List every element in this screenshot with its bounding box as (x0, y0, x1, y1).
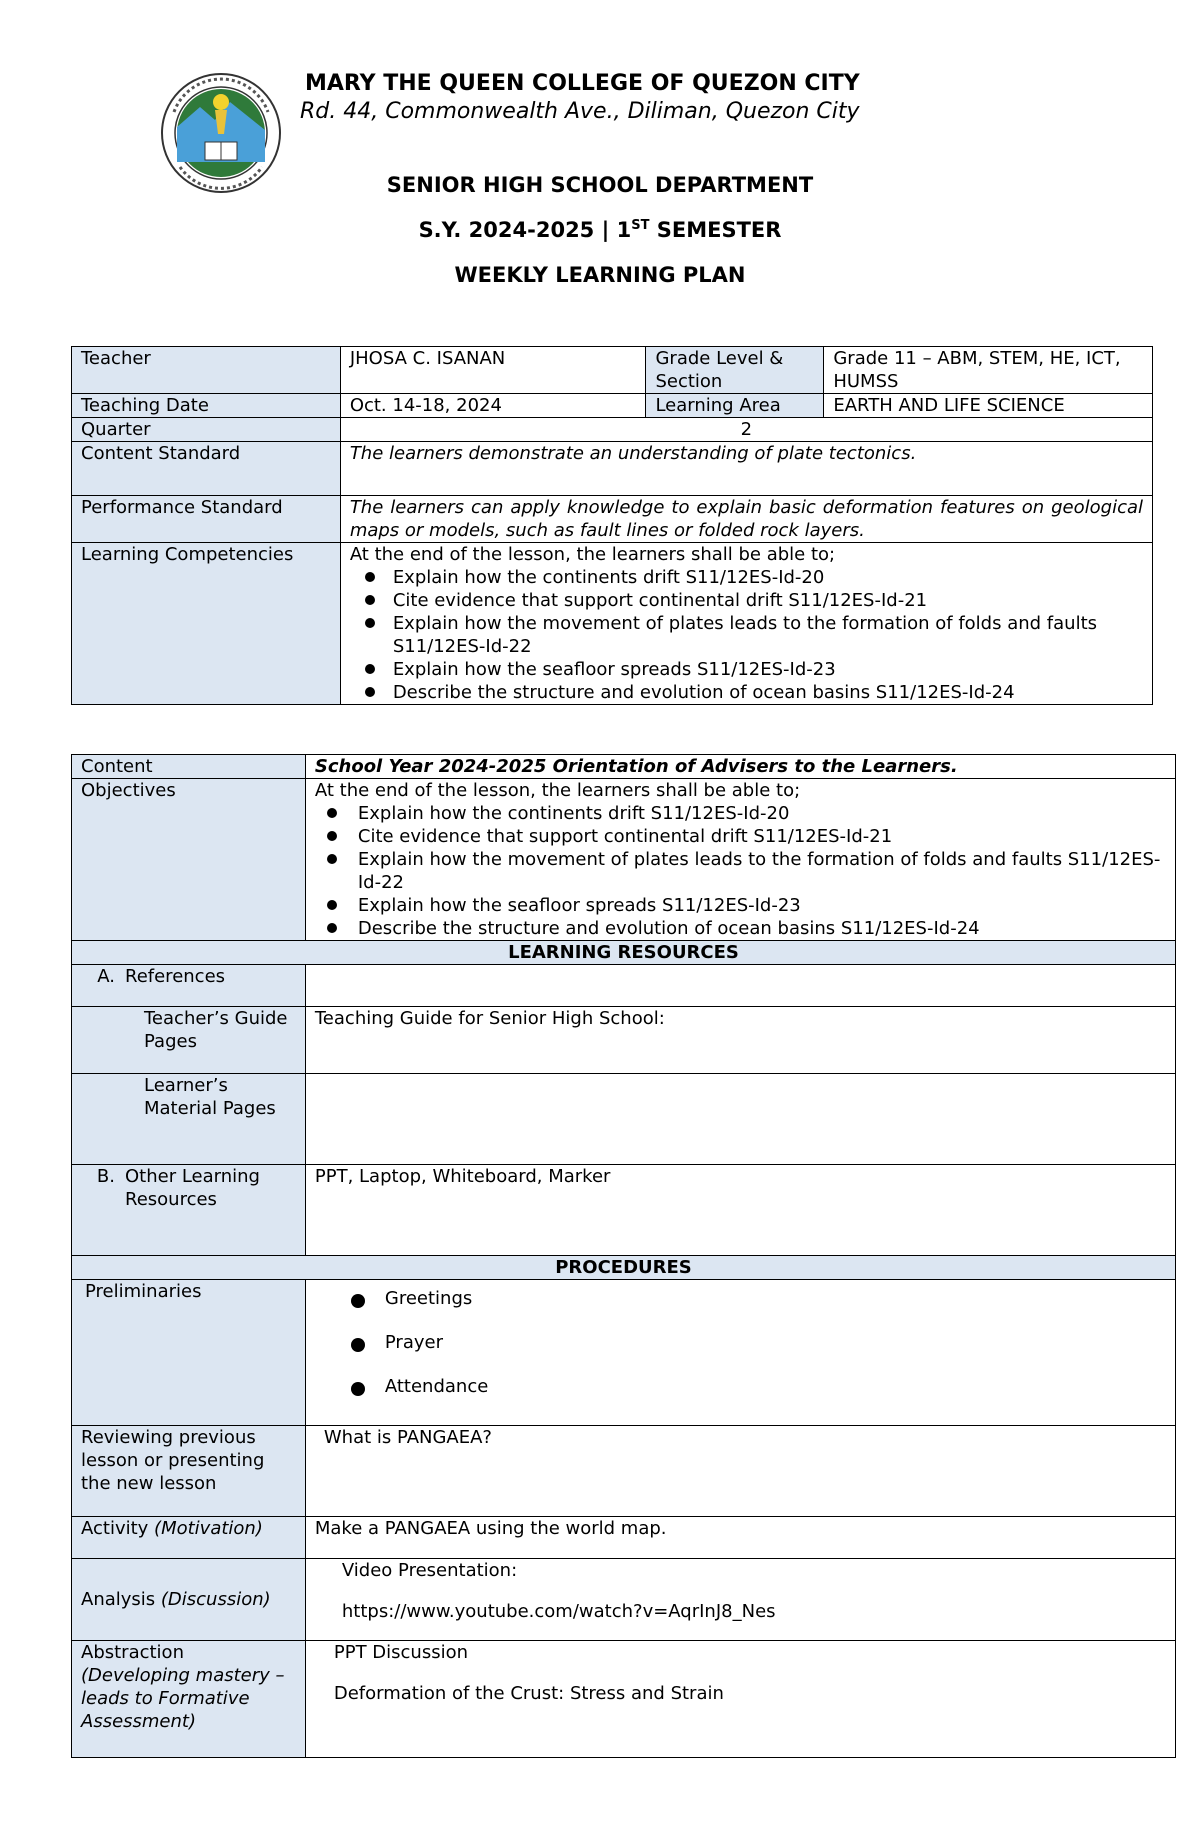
teachers-guide-label: Teacher’s Guide Pages (72, 1007, 306, 1074)
list-item: Explain how the continents drift S11/12ES-Id-20 (315, 802, 1166, 825)
list-item: Greetings (315, 1286, 1166, 1330)
sy-sup: ST (631, 218, 650, 233)
analysis-label-italic: (Discussion) (160, 1589, 271, 1610)
review-label: Reviewing previous lesson or presenting the new lesson (72, 1426, 306, 1517)
ref-letter: A. (97, 966, 115, 987)
activity-label-italic: (Motivation) (154, 1518, 263, 1539)
teachers-guide-value: Teaching Guide for Senior High School: (305, 1007, 1175, 1074)
objectives-intro: At the end of the lesson, the learners shall be able to; (314, 780, 801, 801)
area-label: Learning Area (646, 394, 824, 418)
content-value: School Year 2024-2025 Orientation of Advisers to the Learners. (305, 755, 1175, 779)
competencies-label: Learning Competencies (72, 543, 341, 705)
department-title: SENIOR HIGH SCHOOL DEPARTMENT (386, 173, 814, 197)
abstraction-label-cell (72, 1641, 306, 1758)
plan-title: WEEKLY LEARNING PLAN (454, 263, 746, 287)
preliminaries-cell (305, 1280, 1175, 1426)
list-item: Explain how the continents drift S11/12ES-Id-20 (350, 566, 1143, 589)
analysis-cell (305, 1559, 1175, 1641)
resources-heading: LEARNING RESOURCES (72, 941, 1176, 965)
list-item: Prayer (315, 1330, 1166, 1374)
abstraction-cell (305, 1641, 1175, 1758)
sy-suffix: SEMESTER (649, 218, 782, 242)
competencies-list (350, 566, 1143, 704)
sy-prefix: S.Y. 2024-2025 | 1 (418, 218, 632, 242)
review-value: What is PANGAEA? (305, 1426, 1175, 1517)
abstraction-line-1: PPT Discussion (333, 1642, 469, 1663)
date-label: Teaching Date (72, 394, 341, 418)
activity-label: Activity (81, 1518, 155, 1539)
activity-value: Make a PANGAEA using the world map. (305, 1517, 1175, 1559)
date-value: Oct. 14-18, 2024 (340, 394, 646, 418)
competencies-intro: At the end of the lesson, the learners shall be able to; (349, 544, 836, 565)
list-item: Cite evidence that support continental drift S11/12ES-Id-21 (315, 825, 1166, 848)
references-label-cell (72, 965, 306, 1007)
list-item: Cite evidence that support continental drift S11/12ES-Id-21 (350, 589, 1143, 612)
performance-standard-value: The learners can apply knowledge to explain basic deformation features on geological maps or models, such as fault lines or folded rock layers. (340, 496, 1152, 543)
references-value (305, 965, 1175, 1007)
quarter-label: Quarter (72, 418, 341, 442)
list-item: Explain how the movement of plates leads to the formation of folds and faults S11/12ES-Id-22 (350, 612, 1143, 658)
list-item: Explain how the seafloor spreads S11/12ES-Id-23 (350, 658, 1143, 681)
analysis-label-cell (72, 1559, 306, 1641)
objectives-label: Objectives (72, 779, 306, 941)
content-label: Content (72, 755, 306, 779)
preliminaries-list (315, 1286, 1166, 1418)
other-resources-value: PPT, Laptop, Whiteboard, Marker (305, 1165, 1175, 1256)
teacher-label: Teacher (72, 347, 341, 394)
analysis-line-2: https://www.youtube.com/watch?v=AqrInJ8_Nes (341, 1601, 776, 1622)
abstraction-label-italic: (Developing mastery – leads to Formative Assessment) (81, 1665, 285, 1732)
quarter-value: 2 (340, 418, 1152, 442)
other-resources-label-cell (72, 1165, 306, 1256)
content-standard-value: The learners demonstrate an understanding of plate tectonics. (340, 442, 1152, 496)
preliminaries-label: Preliminaries (72, 1280, 306, 1426)
learners-material-value (305, 1074, 1175, 1165)
objectives-cell (305, 779, 1175, 941)
analysis-label: Analysis (81, 1589, 161, 1610)
objectives-list (315, 802, 1166, 940)
school-name: MARY THE QUEEN COLLEGE OF QUEZON CITY (305, 71, 860, 96)
list-item: Attendance (315, 1374, 1166, 1418)
school-year (0, 218, 1200, 242)
competencies-cell (340, 543, 1152, 705)
performance-standard-label: Performance Standard (72, 496, 341, 543)
list-item: Explain how the movement of plates leads to the formation of folds and faults S11/12ES-Id-22 (315, 848, 1166, 894)
list-item: Explain how the seafloor spreads S11/12ES-Id-23 (315, 894, 1166, 917)
abstraction-label: Abstraction (81, 1642, 184, 1663)
activity-label-cell (72, 1517, 306, 1559)
list-item: Describe the structure and evolution of ocean basins S11/12ES-Id-24 (350, 681, 1143, 704)
abstraction-line-2: Deformation of the Crust: Stress and Strain (333, 1683, 724, 1704)
learners-material-label: Learner’s Material Pages (72, 1074, 306, 1165)
content-standard-label: Content Standard (72, 442, 341, 496)
analysis-line-1: Video Presentation: (341, 1560, 518, 1581)
plan-table (71, 754, 1176, 1758)
teacher-value: JHOSA C. ISANAN (340, 347, 646, 394)
grade-value: Grade 11 – ABM, STEM, HE, ICT, HUMSS (824, 347, 1153, 394)
grade-label: Grade Level & Section (646, 347, 824, 394)
procedures-heading: PROCEDURES (72, 1256, 1176, 1280)
area-value: EARTH AND LIFE SCIENCE (824, 394, 1153, 418)
info-table (71, 346, 1153, 705)
list-item: Describe the structure and evolution of ocean basins S11/12ES-Id-24 (315, 917, 1166, 940)
other-letter: B. (96, 1166, 115, 1187)
school-address: Rd. 44, Commonwealth Ave., Diliman, Quezon City (300, 99, 860, 124)
other-resources-label: Other Learning Resources (125, 1166, 260, 1210)
references-label: References (125, 966, 226, 987)
